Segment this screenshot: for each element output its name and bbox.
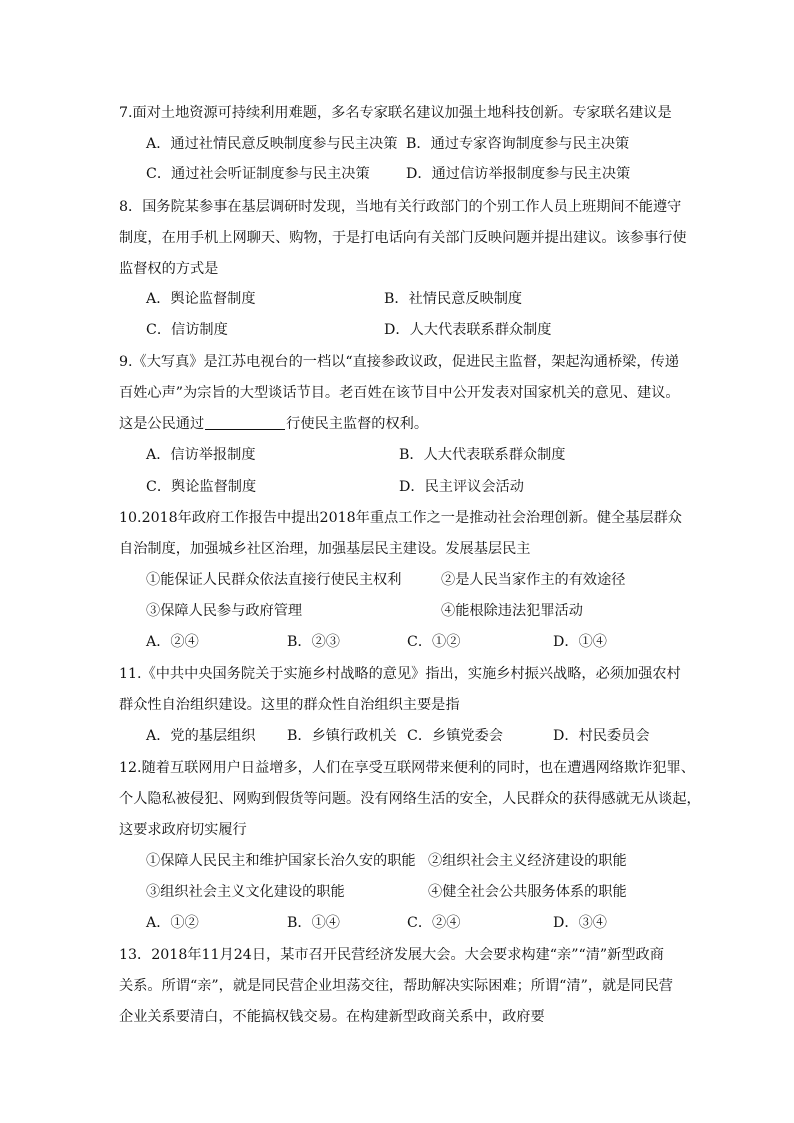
option-b: B．②③	[287, 634, 340, 650]
option-c: C．乡镇党委会	[407, 728, 503, 744]
question-10-stem-line-2: 自治制度，加强城乡社区治理，加强基层民主建设。发展基层民主	[119, 541, 531, 557]
question-13-stem-line-2: 关系。所谓“亲”，就是同民营企业坦荡交往，帮助解决实际困难；所谓“清”，就是同民营	[119, 978, 673, 994]
question-11-stem-line-2: 群众性自治组织建设。这里的群众性自治组织主要是指	[119, 697, 460, 713]
option-b: B．乡镇行政机关	[287, 728, 397, 744]
option-a: A．信访举报制度	[146, 447, 256, 463]
answer-blank	[205, 415, 285, 430]
statement-item: ②是人民当家作主的有效途径	[441, 572, 626, 588]
option-c: C．①②	[407, 634, 461, 650]
question-12-stem-line-2: 个人隐私被侵犯、网购到假货等问题。没有网络生活的安全，人民群众的获得感就无从谈起，	[119, 791, 701, 807]
statement-item: ③保障人民参与政府管理	[146, 603, 303, 619]
option-d: D．村民委员会	[553, 728, 650, 744]
question-13-stem-line-3: 企业关系要清白，不能搞权钱交易。在构建新型政商关系中，政府要	[119, 1009, 545, 1025]
option-a: A．党的基层组织	[146, 728, 256, 744]
statement-item: ④能根除违法犯罪活动	[441, 603, 583, 619]
stem-text: 行使民主监督的权利。	[286, 416, 429, 432]
option-d: D．③④	[553, 915, 607, 931]
statement-item: ③组织社会主义文化建设的职能	[146, 884, 345, 900]
option-b: B．通过专家咨询制度参与民主决策	[406, 136, 630, 152]
option-c: C．通过社会听证制度参与民主决策	[146, 166, 370, 182]
option-a: A．舆论监督制度	[146, 291, 256, 307]
option-d: D．通过信访举报制度参与民主决策	[406, 166, 631, 182]
option-b: B．①④	[287, 915, 340, 931]
option-d: D．①④	[553, 634, 607, 650]
option-a: A．②④	[146, 634, 199, 650]
statement-item: ①能保证人民群众依法直接行使民主权利	[146, 572, 402, 588]
question-8-stem-line-2: 制度，在用手机上网聊天、购物，于是打电话向有关部门反映问题并提出建议。该参事行使	[119, 230, 687, 246]
question-10-stem-line-1: 10.2018年政府工作报告中提出2018年重点工作之一是推动社会治理创新。健全基层群众	[119, 510, 682, 526]
statement-item: ①保障人民民主和维护国家长治久安的职能	[146, 853, 416, 869]
question-8-stem-line-3: 监督权的方式是	[119, 261, 219, 277]
option-b: B．社情民意反映制度	[384, 291, 523, 307]
question-9-stem-line-2: 百姓心声”为宗旨的大型谈话节目。老百姓在该节目中公开发表对国家机关的意见、建议。	[119, 385, 680, 401]
question-7-stem: 7.面对土地资源可持续利用难题，多名专家联名建议加强土地科技创新。专家联名建议是	[119, 105, 672, 121]
question-13-stem-line-1: 13．2018年11月24日，某市召开民营经济发展大会。大会要求构建“亲”“清”新型政商	[119, 947, 664, 963]
option-c: C．②④	[407, 915, 461, 931]
question-9-stem-line-3	[119, 414, 428, 434]
statement-item: ④健全社会公共服务体系的职能	[428, 884, 627, 900]
option-a: A．通过社情民意反映制度参与民主决策	[146, 136, 398, 152]
question-8-stem-line-1: 8．国务院某参事在基层调研时发现，当地有关行政部门的个别工作人员上班期间不能遵守	[119, 199, 682, 215]
question-12-stem-line-1: 12.随着互联网用户日益增多，人们在享受互联网带来便利的同时，也在遭遇网络欺诈犯罪、	[119, 760, 695, 776]
option-d: D．人大代表联系群众制度	[384, 322, 552, 338]
option-b: B．人大代表联系群众制度	[399, 447, 566, 463]
statement-item: ②组织社会主义经济建设的职能	[428, 853, 627, 869]
option-c: C．舆论监督制度	[146, 479, 257, 495]
option-d: D．民主评议会活动	[399, 479, 524, 495]
option-a: A．①②	[146, 915, 199, 931]
question-9-stem-line-1: 9.《大写真》是江苏电视台的一档以“直接参政议政，促进民主监督，架起沟通桥梁，传递	[119, 354, 679, 370]
option-c: C．信访制度	[146, 322, 228, 338]
question-11-stem-line-1: 11.《中共中央国务院关于实施乡村战略的意见》指出，实施乡村振兴战略，必须加强农村	[119, 666, 681, 682]
stem-text: 这是公民通过	[119, 416, 205, 432]
question-12-stem-line-3: 这要求政府切实履行	[119, 822, 247, 838]
